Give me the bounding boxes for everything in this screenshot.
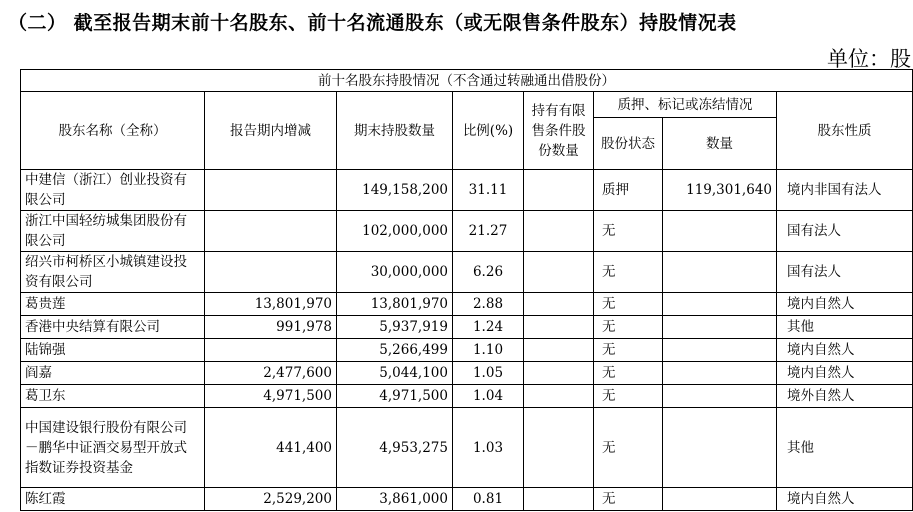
- section-title: （二） 截至报告期末前十名股东、前十名流通股东（或无限售条件股东）持股情况表: [8, 12, 737, 34]
- pledge-state-cell: 无: [594, 362, 663, 385]
- pledge-state-cell: 无: [594, 316, 663, 339]
- table-row: [21, 362, 913, 385]
- pledge-state-cell: 无: [594, 252, 663, 293]
- header-pledge-qty: 数量: [663, 118, 777, 170]
- restricted-cell: [524, 339, 594, 362]
- ratio-cell: 31.11: [453, 170, 524, 211]
- holding-cell: 5,044,100: [337, 362, 453, 385]
- table-row: [21, 170, 913, 211]
- holding-cell: 3,861,000: [337, 488, 453, 511]
- pledge-state-cell: 无: [594, 211, 663, 252]
- ratio-cell: 21.27: [453, 211, 524, 252]
- restricted-cell: [524, 488, 594, 511]
- pledge-qty-cell: [663, 488, 777, 511]
- change-cell: [205, 211, 337, 252]
- nature-cell: 境外自然人: [777, 385, 913, 408]
- pledge-qty-cell: [663, 293, 777, 316]
- change-cell: 991,978: [205, 316, 337, 339]
- header-ratio: 比例(%): [453, 92, 524, 170]
- restricted-cell: [524, 362, 594, 385]
- restricted-cell: [524, 316, 594, 339]
- ratio-cell: 1.24: [453, 316, 524, 339]
- shareholder-name: 陆锦强: [21, 339, 205, 362]
- nature-cell: 其他: [777, 316, 913, 339]
- change-cell: 2,477,600: [205, 362, 337, 385]
- restricted-cell: [524, 170, 594, 211]
- holding-cell: 149,158,200: [337, 170, 453, 211]
- ratio-cell: 6.26: [453, 252, 524, 293]
- table-row: [21, 339, 913, 362]
- pledge-qty-cell: [663, 211, 777, 252]
- nature-cell: 国有法人: [777, 211, 913, 252]
- nature-cell: 境内非国有法人: [777, 170, 913, 211]
- pledge-state-cell: 无: [594, 293, 663, 316]
- restricted-cell: [524, 211, 594, 252]
- holding-cell: 5,937,919: [337, 316, 453, 339]
- shareholder-name: 阎嘉: [21, 362, 205, 385]
- header-pledge-group: 质押、标记或冻结情况: [594, 92, 777, 118]
- restricted-cell: [524, 385, 594, 408]
- pledge-state-cell: 无: [594, 488, 663, 511]
- ratio-cell: 1.04: [453, 385, 524, 408]
- pledge-qty-cell: [663, 362, 777, 385]
- pledge-qty-cell: [663, 252, 777, 293]
- change-cell: 441,400: [205, 408, 337, 488]
- shareholder-name: 葛卫东: [21, 385, 205, 408]
- nature-cell: 境内自然人: [777, 362, 913, 385]
- pledge-qty-cell: [663, 316, 777, 339]
- pledge-state-cell: 无: [594, 339, 663, 362]
- table-row: [21, 316, 913, 339]
- shareholder-name: 浙江中国轻纺城集团股份有限公司: [21, 211, 205, 252]
- holding-cell: 30,000,000: [337, 252, 453, 293]
- restricted-cell: [524, 408, 594, 488]
- restricted-cell: [524, 252, 594, 293]
- shareholder-name: 陈红霞: [21, 488, 205, 511]
- change-cell: 4,971,500: [205, 385, 337, 408]
- nature-cell: 其他: [777, 408, 913, 488]
- table-row: [21, 211, 913, 252]
- restricted-cell: [524, 293, 594, 316]
- ratio-cell: 2.88: [453, 293, 524, 316]
- table-row: [21, 408, 913, 488]
- change-cell: [205, 170, 337, 211]
- shareholder-name: 香港中央结算有限公司: [21, 316, 205, 339]
- shareholder-name: 中建信（浙江）创业投资有限公司: [21, 170, 205, 211]
- header-change: 报告期内增减: [205, 92, 337, 170]
- pledge-state-cell: 无: [594, 408, 663, 488]
- header-holding: 期末持股数量: [337, 92, 453, 170]
- holding-cell: 5,266,499: [337, 339, 453, 362]
- group-header: 前十名股东持股情况（不含通过转融通出借股份）: [21, 70, 913, 92]
- pledge-qty-cell: [663, 408, 777, 488]
- pledge-qty-cell: 119,301,640: [663, 170, 777, 211]
- header-pledge-state: 股份状态: [594, 118, 663, 170]
- change-cell: [205, 339, 337, 362]
- table-row: [21, 293, 913, 316]
- holding-cell: 4,953,275: [337, 408, 453, 488]
- change-cell: [205, 252, 337, 293]
- pledge-state-cell: 质押: [594, 170, 663, 211]
- table-row: [21, 252, 913, 293]
- ratio-cell: 1.10: [453, 339, 524, 362]
- shareholder-table: [20, 69, 913, 511]
- shareholder-name: 绍兴市柯桥区小城镇建设投资有限公司: [21, 252, 205, 293]
- pledge-state-cell: 无: [594, 385, 663, 408]
- pledge-qty-cell: [663, 385, 777, 408]
- header-name: 股东名称（全称）: [21, 92, 205, 170]
- nature-cell: 境内自然人: [777, 339, 913, 362]
- nature-cell: 境内自然人: [777, 488, 913, 511]
- shareholder-name: 中国建设银行股份有限公司－鹏华中证酒交易型开放式指数证券投资基金: [21, 408, 205, 488]
- change-cell: 2,529,200: [205, 488, 337, 511]
- nature-cell: 国有法人: [777, 252, 913, 293]
- pledge-qty-cell: [663, 339, 777, 362]
- table-row: [21, 488, 913, 511]
- ratio-cell: 1.05: [453, 362, 524, 385]
- holding-cell: 102,000,000: [337, 211, 453, 252]
- holding-cell: 13,801,970: [337, 293, 453, 316]
- holding-cell: 4,971,500: [337, 385, 453, 408]
- table-row: [21, 385, 913, 408]
- nature-cell: 境内自然人: [777, 293, 913, 316]
- shareholder-name: 葛贵莲: [21, 293, 205, 316]
- change-cell: 13,801,970: [205, 293, 337, 316]
- unit-label: 单位：股: [827, 47, 911, 71]
- ratio-cell: 0.81: [453, 488, 524, 511]
- header-restricted: 持有有限售条件股份数量: [524, 92, 594, 170]
- ratio-cell: 1.03: [453, 408, 524, 488]
- header-nature: 股东性质: [777, 92, 913, 170]
